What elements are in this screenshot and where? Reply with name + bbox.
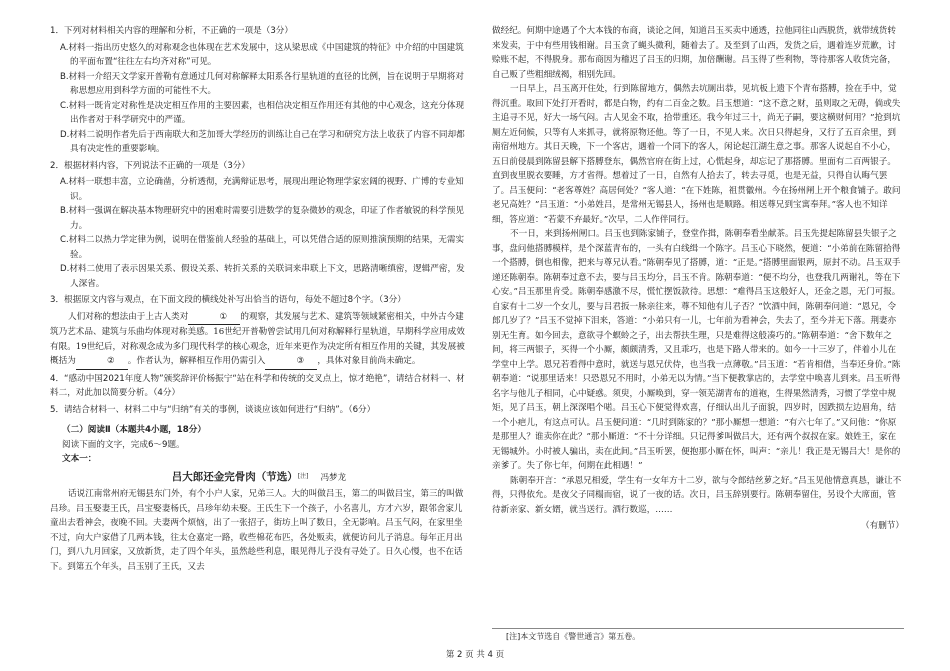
question-1 [50,24,468,157]
story-note-mark: [注] [297,472,309,480]
question-1-option-d: D.材料二说明作者先后于西南联大和芝加哥大学经历的训练让自己在学习和研究方法上收获了内容不同却都具有决定性的重要影响。 [60,129,465,154]
page-number: 第 2 页 共 4 页 [445,650,505,660]
passage-part-c: 。作者认为，解释相互作用仍需引入 [127,356,266,366]
question-2-option-c: C.材料二以热力学定律为例，说明在借鉴前人经验的基础上，可以凭借合适的原则推演预期的结果，无需实验。 [60,235,465,260]
abridged-note: （有删节） [861,521,904,531]
footnote-divider [492,628,904,629]
right-column [492,24,904,542]
story-paragraph-2: 做经纪。何期中途遇了个大本钱的布商，谈论之间，知道吕玉买卖中通透，拉他同往山西脱货，就带绒货转来发卖，于中有些用钱相谢。吕玉贪了蝇头微利，随着去了。及至到了山西，发货之后，遇着连岁荒歉，讨赊账不起，不得脱身。那布商因为稽迟了吕玉的归期，加倍酬谢。吕玉得了些利物，等待那客人收货完备，自己贩了些粗细绒褐，相别先回。 [492,26,896,80]
question-1-option-a: A.材料一指出历史悠久的对称观念也体现在艺术发展中，这从梁思成《中国建筑的特征》中介绍的中国建筑的平面布置“往往左右均齐对称”可见。 [60,42,464,67]
question-3-stem: 3．根据原文内容与观点，在下面文段的横线处补写出恰当的语句，每处不超过8个字。（3分） [50,295,406,305]
answer-blank-3[interactable]: ③ [265,354,317,370]
question-3 [50,293,468,370]
passage-part-d: ，具体对象目前尚未确定。 [317,356,421,366]
answer-blank-2[interactable]: ② [76,354,128,370]
answer-blank-1[interactable]: ① [188,310,240,326]
question-4: 4．“感动中国2021年度人物”颁奖辞评价杨振宁“站在科学和传统的交叉点上，惊才绝艳”，请结合材料一、材料二，对此加以简要分析。（4分） [50,373,465,398]
question-2-stem: 2．根据材料内容，下列说法不正确的一项是（3分） [50,160,250,171]
question-2-option-b: B.材料一强调在解决基本物理研究中的困难时需要引进数学的复杂微妙的观念，印证了作者敏锐的科学预见力。 [60,206,464,231]
story-title-text: 吕大郎还金完骨肉（节选） [171,470,298,483]
story-title [50,470,468,486]
question-3-passage [50,310,468,370]
left-column [50,24,468,574]
section-heading: （二）阅读Ⅱ（本题共4小题，18分） [62,425,206,435]
question-5: 5．请结合材料一、材料二中与“归纳”有关的事例，谈谈应该如何进行“归纳”。（6分） [50,404,376,415]
section-instruction: 阅读下面的文字，完成6～9题。 [62,439,185,450]
story-author: 冯梦龙 [320,472,347,483]
story-paragraph-3: 一日早上，吕玉离开住处，行到陈留地方，偶然去坑厕出恭，见坑板上遗下个青布搭膊，捡在手中，觉得沉重。取回下处打开看时，都是白物，约有二百金之数。吕玉想道：“这不意之财，虽则取之无碍，倘或失主追寻不见，好大一场气闷。古人见金不取，拾带重还。我今年过三十，尚无子嗣，要这横财何用？”抢到坑厕左近伺候，只等有人来抓寻，就将原物还他。等了一日，不见人来。次日只得起身，又行了五百余里，到南宿州地方。其日天晚，下一个客店，遇着一个同下的客人，闲论起江湖生意之事。那客人说起自不小心，五日前侵晨到陈留县解下搭膊登东，偶然官府在街上过，心慌起身，却忘记了那搭膊。里面有二百两银子。直到夜里脱衣要睡，方才省得。想着过了一日，自然有人拾去了，转去寻觅，也是无益，只得自认晦气罢了。吕玉便问：“老客尊姓？高居何处？”客人道：“在下姓陈，祖贯徽州。今在扬州闸上开个粮食铺子。敢问老兄高姓？”吕玉道：“小弟姓吕，是常州无锡县人，扬州也是顺路。相送尊兄到宝寓奉拜。”客人也不知详细，答应道：“若蒙不弃最好。”次早，二人作伴同行。 [492,84,901,225]
question-2 [50,159,468,292]
story-paragraph-4: 不一日，来到扬州闸口。吕玉也到陈家铺子，登堂作揖，陈朝奉看坐献茶。吕玉先提起陈留县失银子之事，盘问他搭膊模样，是个深蓝青布的，一头有白线缉一个陈字。吕玉心下晓然，便道：“小弟前在陈留拾得一个搭膊，倒也相像，把来与尊兄认看。”陈朝奉见了搭膊，道：“正是。”搭膊里面银两，原封不动。吕玉双手递还陈朝奉。陈朝奉过意不去，要与吕玉均分，吕玉不肯。陈朝奉道：“便不均分，也登我几两谢礼，等在下心安。”吕玉那里肯受。陈朝奉感激不尽，慌忙摆饭款待。思想：“难得吕玉这般好人，还金之恩，无门可报。自家有十二岁一个女儿，要与吕君扳一脉亲往来，尊不知他有儿子否？”饮酒中间，陈朝奉问道：“恩兄，令郎几岁了？”吕玉不觉掉下泪来，答道：“小弟只有一儿，七年前为看神会，失去了，至今并无下落。荆妻亦别无生育。如今回去，意欲寻个螟蛉之子，出去帮扶生理，只是难得这般凑巧的。”陈朝奉道：“舍下数年之间，将三两银子，买得一个小厮，颇颇清秀，又且乖巧，也是下路人带来的。如今一十三岁了，伴着小儿在学堂中上学。恩兄若看得中意时，就送与恩兄伏侍，也当我一点薄敬。”吕玉道：“若肯相借，当奉还身价。”陈朝奉道：“说那里话来！只恐恩兄不用时，小弟无以为情。”当下便教掌店的，去学堂中唤喜儿到来。吕玉听得名字与他儿子相同，心中疑惑。须臾，小厮唤到，穿一领芜湖青布的道袍，生得果然清秀，习惯了学堂中规矩，见了吕玉，朝上深深唱个喏。吕玉心下便觉得欢喜，仔细认出儿子面貌，四岁时，因跌损左边眉角，结一个小疤儿，有这点可认。吕玉便问道：“几时到陈家的？”那小厮想一想道：“有六七年了。”又问他：“你原是那里人？谁卖你在此？”那小厮道：“不十分详细。只记得爹叫做吕大，还有两个叔叔在家。娘姓王，家在无锡城外。小时被人骗出，卖在此间。”吕玉听罢，便抱那小厮在怀，叫声：“亲儿！我正是无锡吕大！是你的亲爹了。失了你七年，何期在此相遇！” [492,229,901,471]
question-1-option-c: C.材料一既肯定对称性是决定相互作用的主要因素，也相信决定相互作用还有其他的中心观念，这充分体现出作者对于科学研究中的严谨。 [60,100,465,125]
story-paragraph-5: 陈朝奉开言：“承恩兄相爱，学生有一女年方十二岁，欲与令郎结丝萝之好。”吕玉见他情意真恳，谦让不得，只得依允。是夜父子同榻而宿，说了一夜的话。次日，吕玉辞别要行。陈朝奉留住，另设个大席面，管待新亲家、新女婿，就当送行。酒行数巡，…… [492,475,902,515]
passage-part-a: 人们对称的想法由于上古人类对 [68,311,189,322]
story-paragraph-1: 话说江南常州府无锡县东门外，有个小户人家，兄弟三人。大的叫做吕玉，第二的叫做吕宝，第三的叫做吕珍。吕玉娶妻王氏，吕宝娶妻杨氏，吕珍年幼未娶。王氏生下一个孩子，小名喜儿，方才六岁，跟邻舍家儿童出去看神会，夜晚不回。夫妻两个烦恼，出了一张招子，街坊上叫了数日，全无影响。吕玉气闷，在家里坐不过，向大户家借了几两本钱，往太仓嘉定一路，收些棉花布匹，各处贩卖，就便访问儿子消息。每年正月出门，到八九月回家，又放新货，走了四个年头，虽然趁些利息，眼见得儿子没有寻处了。日久心慢，也不在话下。到第五个年头，吕玉别了王氏，又去 [50,489,464,572]
footnote: [注]本文节选自《警世通言》第五卷。 [506,632,641,641]
question-1-stem: 1．下列对材料相关内容的理解和分析，不正确的一项是（3分） [50,26,293,36]
question-1-option-b: B.材料一介绍天文学家开普勒有意通过几何对称解释太阳系各行星轨道的直径的比例，旨在说明于早期将对称思想应用到科学方面的可能性不大。 [60,71,464,96]
question-2-option-a: A.材料一联想丰富，立论确凿，分析透彻，充满辩证思考，展现出理论物理学家宏阔的视野、广博的专业知识。 [60,177,464,202]
text-one-label: 文本一： [62,454,97,464]
passage-part-b: 的观察，其发展与艺术、建筑等领域紧密相关，中外古今建筑乃艺术品、建筑与乐曲均体现对称美感。16世纪开普勒曾尝试用几何对称解释行星轨道，早期科学应用成效有限。19世纪后，对称观念成为多门现代科学的核心观念，近年来更作为决定所有相互作用的关键，其发展被概括为 [50,311,465,366]
question-2-option-d: D.材料二使用了表示因果关系、假设关系、转折关系的关联词来串联上下文，思路清晰缜密，逻辑严密，发人深省。 [60,264,465,289]
